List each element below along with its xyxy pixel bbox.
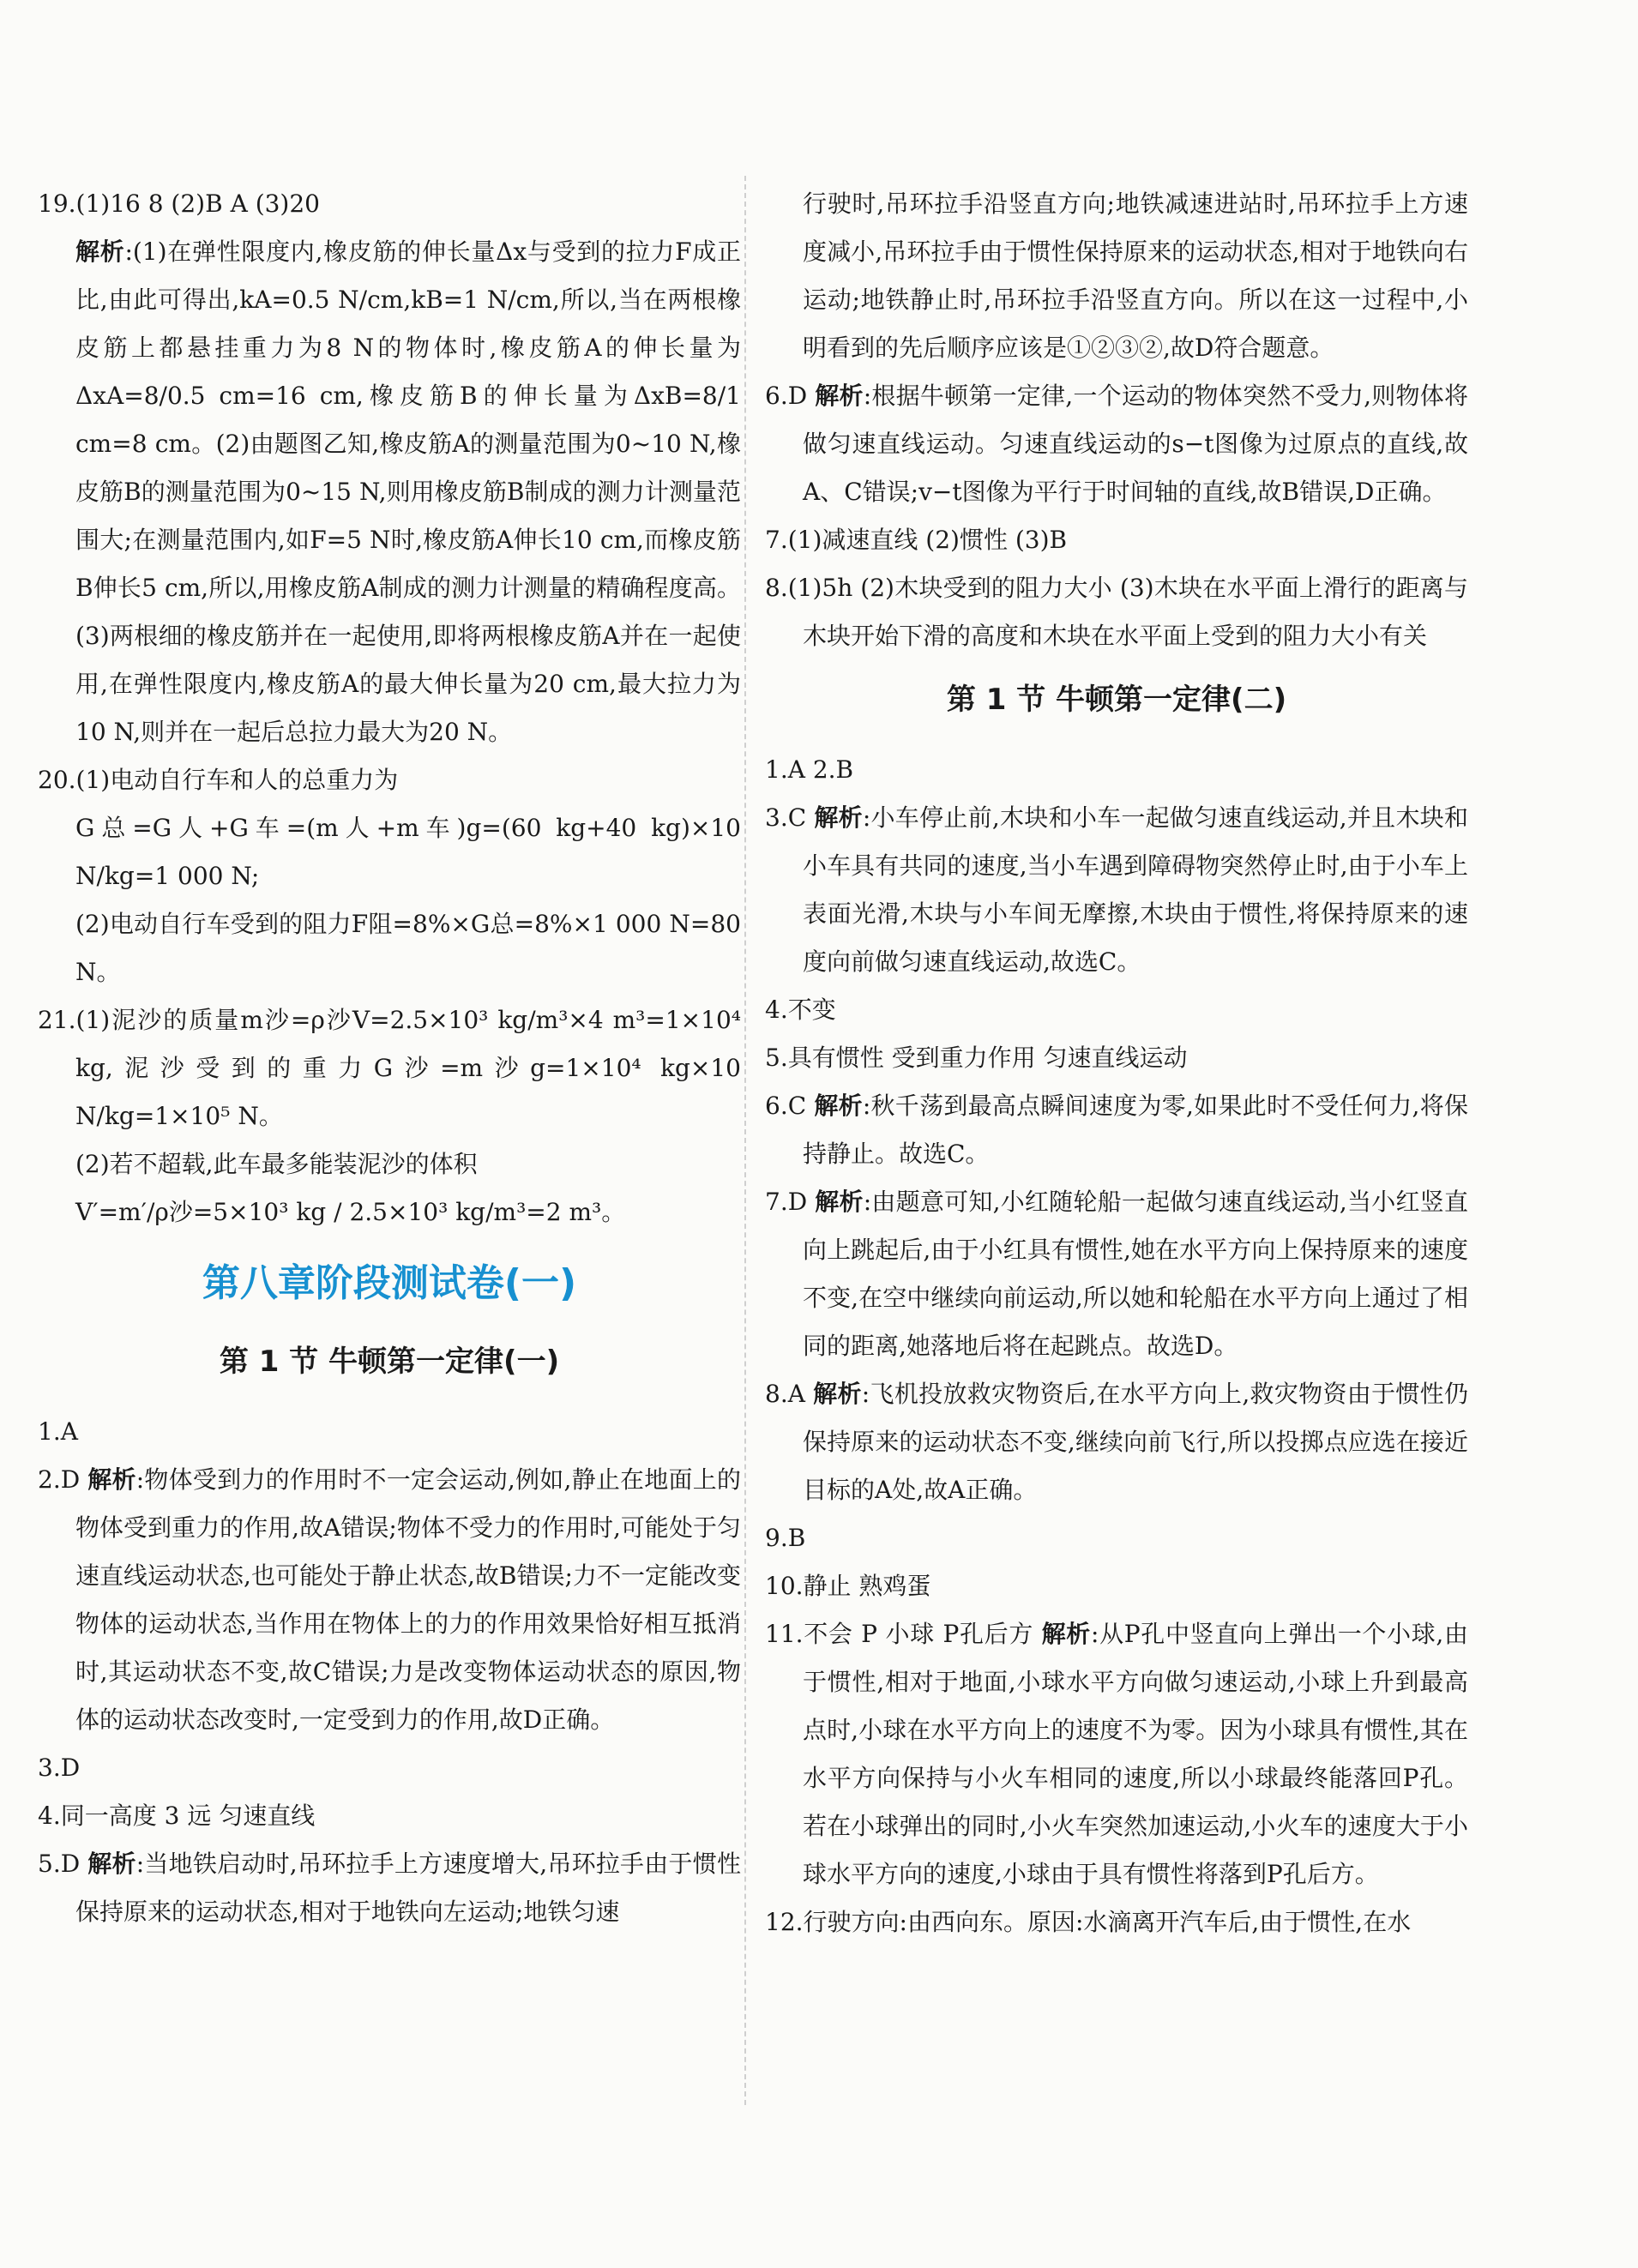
analysis-keyword: 解析 — [813, 1380, 862, 1408]
left-column — [38, 180, 741, 1936]
answer-item: 19.(1)16 8 (2)B A (3)20 — [38, 190, 320, 218]
answer-item: 10.静止 熟鸡蛋 — [765, 1572, 931, 1600]
answer-paragraph: 解析:(1)在弹性限度内,橡皮筋的伸长量Δx与受到的拉力F成正比,由此可得出,kA=0.5 N/cm,kB=1 N/cm,所以,当在两根橡皮筋上都悬挂重力为8 N的物体时,橡皮筋A的伸长量为ΔxA=8/0.5 cm=16 cm,橡皮筋B的伸长量为ΔxB=8/1 cm=8 cm。(2)由题图乙知,橡皮筋A的测量范围为0~10 N,橡皮筋B的测量范围为0~15 N,则用橡皮筋B制成的测力计测量范围大;在测量范围内,如F=5 N时,橡皮筋A伸长10 cm,而橡皮筋B伸长5 cm,所以,用橡皮筋A制成的测力计测量的精确程度高。(3)两根细的橡皮筋并在一起使用,即将两根橡皮筋A并在一起使用,在弹性限度内,橡皮筋A的最大伸长量为20 cm,最大拉力为10 N,则并在一起后总拉力最大为20 N。 — [75, 238, 741, 746]
answer-paragraph: (2)若不超载,此车最多能装泥沙的体积 — [75, 1150, 478, 1178]
answer-item: 9.B — [765, 1524, 806, 1552]
answer-paragraph: V′=m′/ρ沙=5×10³ kg / 2.5×10³ kg/m³=2 m³。 — [75, 1198, 626, 1226]
answer-item: 21.(1)泥沙的质量m沙=ρ沙V=2.5×10³ kg/m³×4 m³=1×10⁴ kg,泥沙受到的重力G沙=m沙g=1×10⁴ kg×10 N/kg=1×10⁵ N。 — [38, 1006, 741, 1130]
answer-item: 5.D 解析:当地铁启动时,吊环拉手上方速度增大,吊环拉手由于惯性保持原来的运动状态,相对于地铁向左运动;地铁匀速 — [38, 1850, 741, 1926]
answer-paragraph: (2)电动自行车受到的阻力F阻=8%×G总=8%×1 000 N=80 N。 — [75, 910, 741, 986]
analysis-keyword: 解析 — [87, 1465, 136, 1494]
section-title: 第 1 节 牛顿第一定律(一) — [219, 1345, 560, 1379]
column-divider — [744, 176, 746, 2105]
answer-item: 11.不会 P 小球 P孔后方 解析:从P孔中竖直向上弹出一个小球,由于惯性,相对于地面,小球水平方向做匀速运动,小球上升到最高点时,小球在水平方向上的速度不为零。因为小球具有惯性,其在水平方向保持与小火车相同的速度,所以小球最终能落回P孔。若在小球弹出的同时,小火车突然加速运动,小火车的速度大于小球水平方向的速度,小球由于具有惯性将落到P孔后方。 — [765, 1620, 1468, 1888]
answer-item: 6.C 解析:秋千荡到最高点瞬间速度为零,如果此时不受任何力,将保持静止。故选C。 — [765, 1092, 1468, 1168]
answer-item: 12.行驶方向:由西向东。原因:水滴离开汽车后,由于惯性,在水 — [765, 1908, 1412, 1936]
analysis-keyword: 解析 — [815, 382, 864, 410]
right-column — [765, 180, 1468, 1946]
answer-item: 8.A 解析:飞机投放救灾物资后,在水平方向上,救灾物资由于惯性仍保持原来的运动状态不变,继续向前飞行,所以投掷点应选在接近目标的A处,故A正确。 — [765, 1380, 1468, 1504]
answer-item: 4.同一高度 3 远 匀速直线 — [38, 1802, 316, 1830]
answer-item: 2.D 解析:物体受到力的作用时不一定会运动,例如,静止在地面上的物体受到重力的作用,故A错误;物体不受力的作用时,可能处于匀速直线运动状态,也可能处于静止状态,故B错误;力不一定能改变物体的运动状态,当作用在物体上的力的作用效果恰好相互抵消时,其运动状态不变,故C错误;力是改变物体运动状态的原因,物体的运动状态改变时,一定受到力的作用,故D正确。 — [38, 1465, 741, 1734]
chapter-title: 第八章阶段测试卷(一) — [202, 1261, 577, 1305]
analysis-keyword: 解析 — [814, 803, 863, 832]
answer-item: 5.具有惯性 受到重力作用 匀速直线运动 — [765, 1044, 1188, 1072]
analysis-keyword: 解析 — [75, 238, 125, 266]
answer-item: 7.D 解析:由题意可知,小红随轮船一起做匀速直线运动,当小红竖直向上跳起后,由于小红具有惯性,她在水平方向上保持原来的速度不变,在空中继续向前运动,所以她和轮船在水平方向上通过了相同的距离,她落地后将在起跳点。故选D。 — [765, 1188, 1468, 1360]
analysis-keyword: 解析 — [1041, 1620, 1091, 1648]
answer-item: 1.A 2.B — [765, 755, 854, 784]
answer-paragraph: G总=G人+G车=(m人+m车)g=(60 kg+40 kg)×10 N/kg=1 000 N; — [75, 814, 741, 890]
answer-item: 20.(1)电动自行车和人的总重力为 — [38, 766, 399, 794]
answer-item: 3.C 解析:小车停止前,木块和小车一起做匀速直线运动,并且木块和小车具有共同的速度,当小车遇到障碍物突然停止时,由于小车上表面光滑,木块与小车间无摩擦,木块由于惯性,将保持原来的速度向前做匀速直线运动,故选C。 — [765, 803, 1468, 976]
answer-paragraph: 行驶时,吊环拉手沿竖直方向;地铁减速进站时,吊环拉手上方速度减小,吊环拉手由于惯性保持原来的运动状态,相对于地铁向右运动;地铁静止时,吊环拉手沿竖直方向。所以在这一过程中,小明看到的先后顺序应该是①②③②,故D符合题意。 — [803, 190, 1468, 362]
analysis-keyword: 解析 — [815, 1188, 864, 1216]
analysis-keyword: 解析 — [87, 1850, 136, 1878]
answer-item: 3.D — [38, 1754, 81, 1782]
analysis-keyword: 解析 — [814, 1092, 863, 1120]
section-title: 第 1 节 牛顿第一定律(二) — [946, 683, 1287, 717]
answer-item: 6.D 解析:根据牛顿第一定律,一个运动的物体突然不受力,则物体将做匀速直线运动。匀速直线运动的s−t图像为过原点的直线,故A、C错误;v−t图像为平行于时间轴的直线,故B错误,D正确。 — [765, 382, 1468, 506]
answer-item: 7.(1)减速直线 (2)惯性 (3)B — [765, 526, 1068, 554]
answer-item: 4.不变 — [765, 996, 836, 1024]
answer-item: 1.A — [38, 1417, 78, 1446]
answer-item: 8.(1)5h (2)木块受到的阻力大小 (3)木块在水平面上滑行的距离与木块开始下滑的高度和木块在水平面上受到的阻力大小有关 — [765, 574, 1468, 650]
